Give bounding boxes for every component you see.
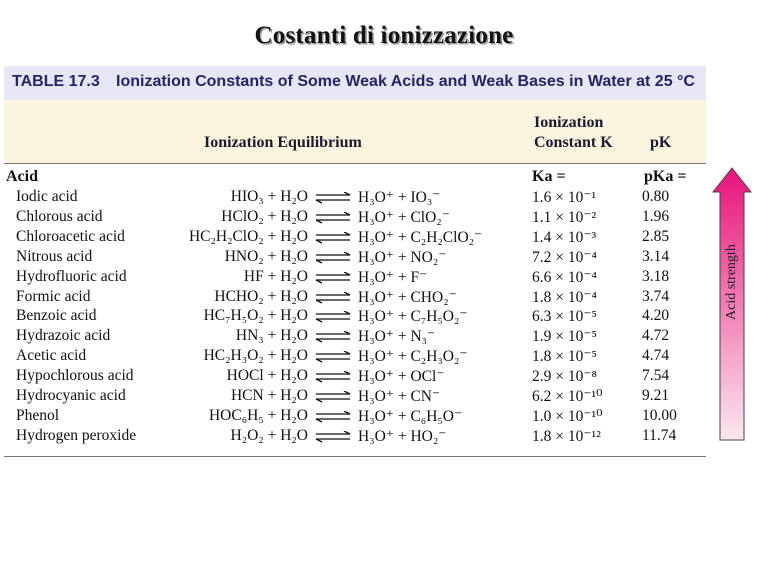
acid-name: Hypochlorous acid <box>16 367 134 385</box>
table-row <box>4 188 706 208</box>
ionization-constant: 6.2 × 10⁻¹⁰ <box>532 388 603 405</box>
equilibrium-products: H₃O⁺ + C₇H₅O₂⁻ <box>358 308 468 326</box>
equilibrium-arrow-icon <box>314 371 352 383</box>
acid-name: Benzoic acid <box>16 307 97 325</box>
pk-value: 3.14 <box>642 247 670 265</box>
equilibrium-products: H₃O⁺ + CN⁻ <box>358 388 441 405</box>
pk-value: 1.96 <box>642 207 670 225</box>
table-row <box>4 407 706 427</box>
table-row <box>4 367 706 387</box>
equilibrium-reactants: HCN + H₂O <box>230 387 308 404</box>
equilibrium-products: H₃O⁺ + C₂H₃O₂⁻ <box>358 348 468 366</box>
ionization-constant: 7.2 × 10⁻⁴ <box>532 248 597 266</box>
acid-name: Nitrous acid <box>16 247 93 265</box>
equilibrium-reactants: HNO₂ + H₂O <box>224 247 308 265</box>
pk-value: 4.74 <box>642 347 670 365</box>
equilibrium-products: H₃O⁺ + HO₂⁻ <box>358 427 447 445</box>
ionization-constant: 1.8 × 10⁻⁴ <box>532 288 597 306</box>
acid-name: Acetic acid <box>16 347 87 365</box>
equilibrium-products: H₃O⁺ + CHO₂⁻ <box>358 288 457 306</box>
pk-value: 3.18 <box>642 267 670 285</box>
table-row <box>4 268 706 288</box>
ionization-constant: 1.6 × 10⁻¹ <box>532 189 597 206</box>
equilibrium-reactants: HN₃ + H₂O <box>235 327 308 345</box>
ionization-constant: 1.0 × 10⁻¹⁰ <box>532 407 603 425</box>
pk-value: 2.85 <box>642 227 670 245</box>
equilibrium-products: H₃O⁺ + NO₂⁻ <box>358 248 447 266</box>
pk-value: 10.00 <box>642 406 677 424</box>
table-banner <box>4 66 706 100</box>
slide-title: Costanti di ionizzazione <box>254 22 514 49</box>
equilibrium-arrow-icon <box>314 311 352 323</box>
equilibrium-arrow-icon <box>314 272 352 284</box>
ionization-constant: 1.8 × 10⁻⁵ <box>532 348 597 366</box>
equilibrium-reactants: HC₂H₂ClO₂ + H₂O <box>188 227 308 245</box>
equilibrium-products: H₃O⁺ + N₃⁻ <box>358 328 436 346</box>
table-row <box>4 288 706 308</box>
pk-value: 3.74 <box>642 287 670 305</box>
equilibrium-reactants: HC₇H₅O₂ + H₂O <box>203 307 308 325</box>
column-headers <box>4 100 706 164</box>
table-number: TABLE 17.3 <box>12 73 100 90</box>
table-row <box>4 327 706 347</box>
acid-name: Chloroacetic acid <box>16 227 125 245</box>
ionization-constant: 1.8 × 10⁻¹² <box>532 427 601 445</box>
acid-name: Hydrofluoric acid <box>16 267 127 285</box>
table-body <box>4 164 706 454</box>
equilibrium-reactants: HOCl + H₂O <box>226 367 308 385</box>
header-constant-line2: Constant K <box>534 134 613 151</box>
ionization-constant: 1.9 × 10⁻⁵ <box>532 328 597 346</box>
equilibrium-products: H₃O⁺ + F⁻ <box>358 268 428 286</box>
equilibrium-arrow-icon <box>314 431 352 443</box>
pk-value: 0.80 <box>642 188 670 205</box>
equilibrium-products: H₃O⁺ + C₂H₂ClO₂⁻ <box>358 228 483 246</box>
table-row <box>4 228 706 248</box>
acid-name: Phenol <box>16 406 60 424</box>
pk-value: 9.21 <box>642 387 670 404</box>
acid-name: Formic acid <box>16 287 91 305</box>
acid-name: Chlorous acid <box>16 207 103 225</box>
table-row <box>4 347 706 367</box>
equilibrium-products: H₃O⁺ + C₆H₅O⁻ <box>358 407 463 425</box>
table-row <box>4 208 706 228</box>
ionization-constant: 6.6 × 10⁻⁴ <box>532 268 597 286</box>
table-row <box>4 387 706 407</box>
bottom-divider <box>4 456 706 457</box>
equilibrium-reactants: HF + H₂O <box>243 267 308 285</box>
ionization-constant: 1.4 × 10⁻³ <box>532 228 597 246</box>
pk-value: 4.72 <box>642 327 670 345</box>
equilibrium-arrow-icon <box>314 331 352 343</box>
equilibrium-reactants: HOC₆H₅ + H₂O <box>208 406 308 424</box>
header-equilibrium: Ionization Equilibrium <box>204 134 362 151</box>
acid-strength-label: Acid strength <box>724 244 739 320</box>
equilibrium-arrow-icon <box>314 411 352 423</box>
equilibrium-arrow-icon <box>314 232 352 244</box>
table-row <box>4 307 706 327</box>
header-constant-line1: Ionization <box>534 114 604 131</box>
pk-value: 11.74 <box>642 426 677 444</box>
ionization-table <box>4 66 706 458</box>
equilibrium-reactants: H₂O₂ + H₂O <box>230 426 308 444</box>
equilibrium-arrow-icon <box>314 351 352 363</box>
table-row <box>4 248 706 268</box>
ka-label: Ka = <box>532 168 566 185</box>
acid-name: Hydrocyanic acid <box>16 387 126 404</box>
equilibrium-products: H₃O⁺ + OCl⁻ <box>358 368 445 386</box>
acid-name: Hydrazoic acid <box>16 327 111 345</box>
equilibrium-products: H₃O⁺ + IO₃⁻ <box>358 189 441 206</box>
acid-name: Hydrogen peroxide <box>16 426 137 444</box>
equilibrium-arrow-icon <box>314 212 352 224</box>
equilibrium-arrow-icon <box>314 192 352 204</box>
equilibrium-products: H₃O⁺ + ClO₂⁻ <box>358 208 450 226</box>
equilibrium-arrow-icon <box>314 292 352 304</box>
equilibrium-arrow-icon <box>314 391 352 403</box>
header-pk: pK <box>650 134 672 151</box>
equilibrium-reactants: HC₂H₃O₂ + H₂O <box>203 347 308 365</box>
ionization-constant: 2.9 × 10⁻⁸ <box>532 368 597 386</box>
equilibrium-arrow-icon <box>314 252 352 264</box>
group-label-acid: Acid <box>6 168 38 185</box>
table-row <box>4 427 706 447</box>
table-caption: Ionization Constants of Some Weak Acids and Weak Bases in Water at 25 °C <box>116 73 695 90</box>
equilibrium-reactants: HIO₃ + H₂O <box>230 188 308 205</box>
pk-value: 4.20 <box>642 307 670 325</box>
equilibrium-reactants: HCHO₂ + H₂O <box>214 287 308 305</box>
pk-value: 7.54 <box>642 367 670 385</box>
equilibrium-reactants: HClO₂ + H₂O <box>221 207 308 225</box>
ionization-constant: 6.3 × 10⁻⁵ <box>532 308 597 326</box>
pka-label: pKa = <box>644 168 687 185</box>
acid-name: Iodic acid <box>16 188 78 205</box>
ionization-constant: 1.1 × 10⁻² <box>532 208 597 226</box>
